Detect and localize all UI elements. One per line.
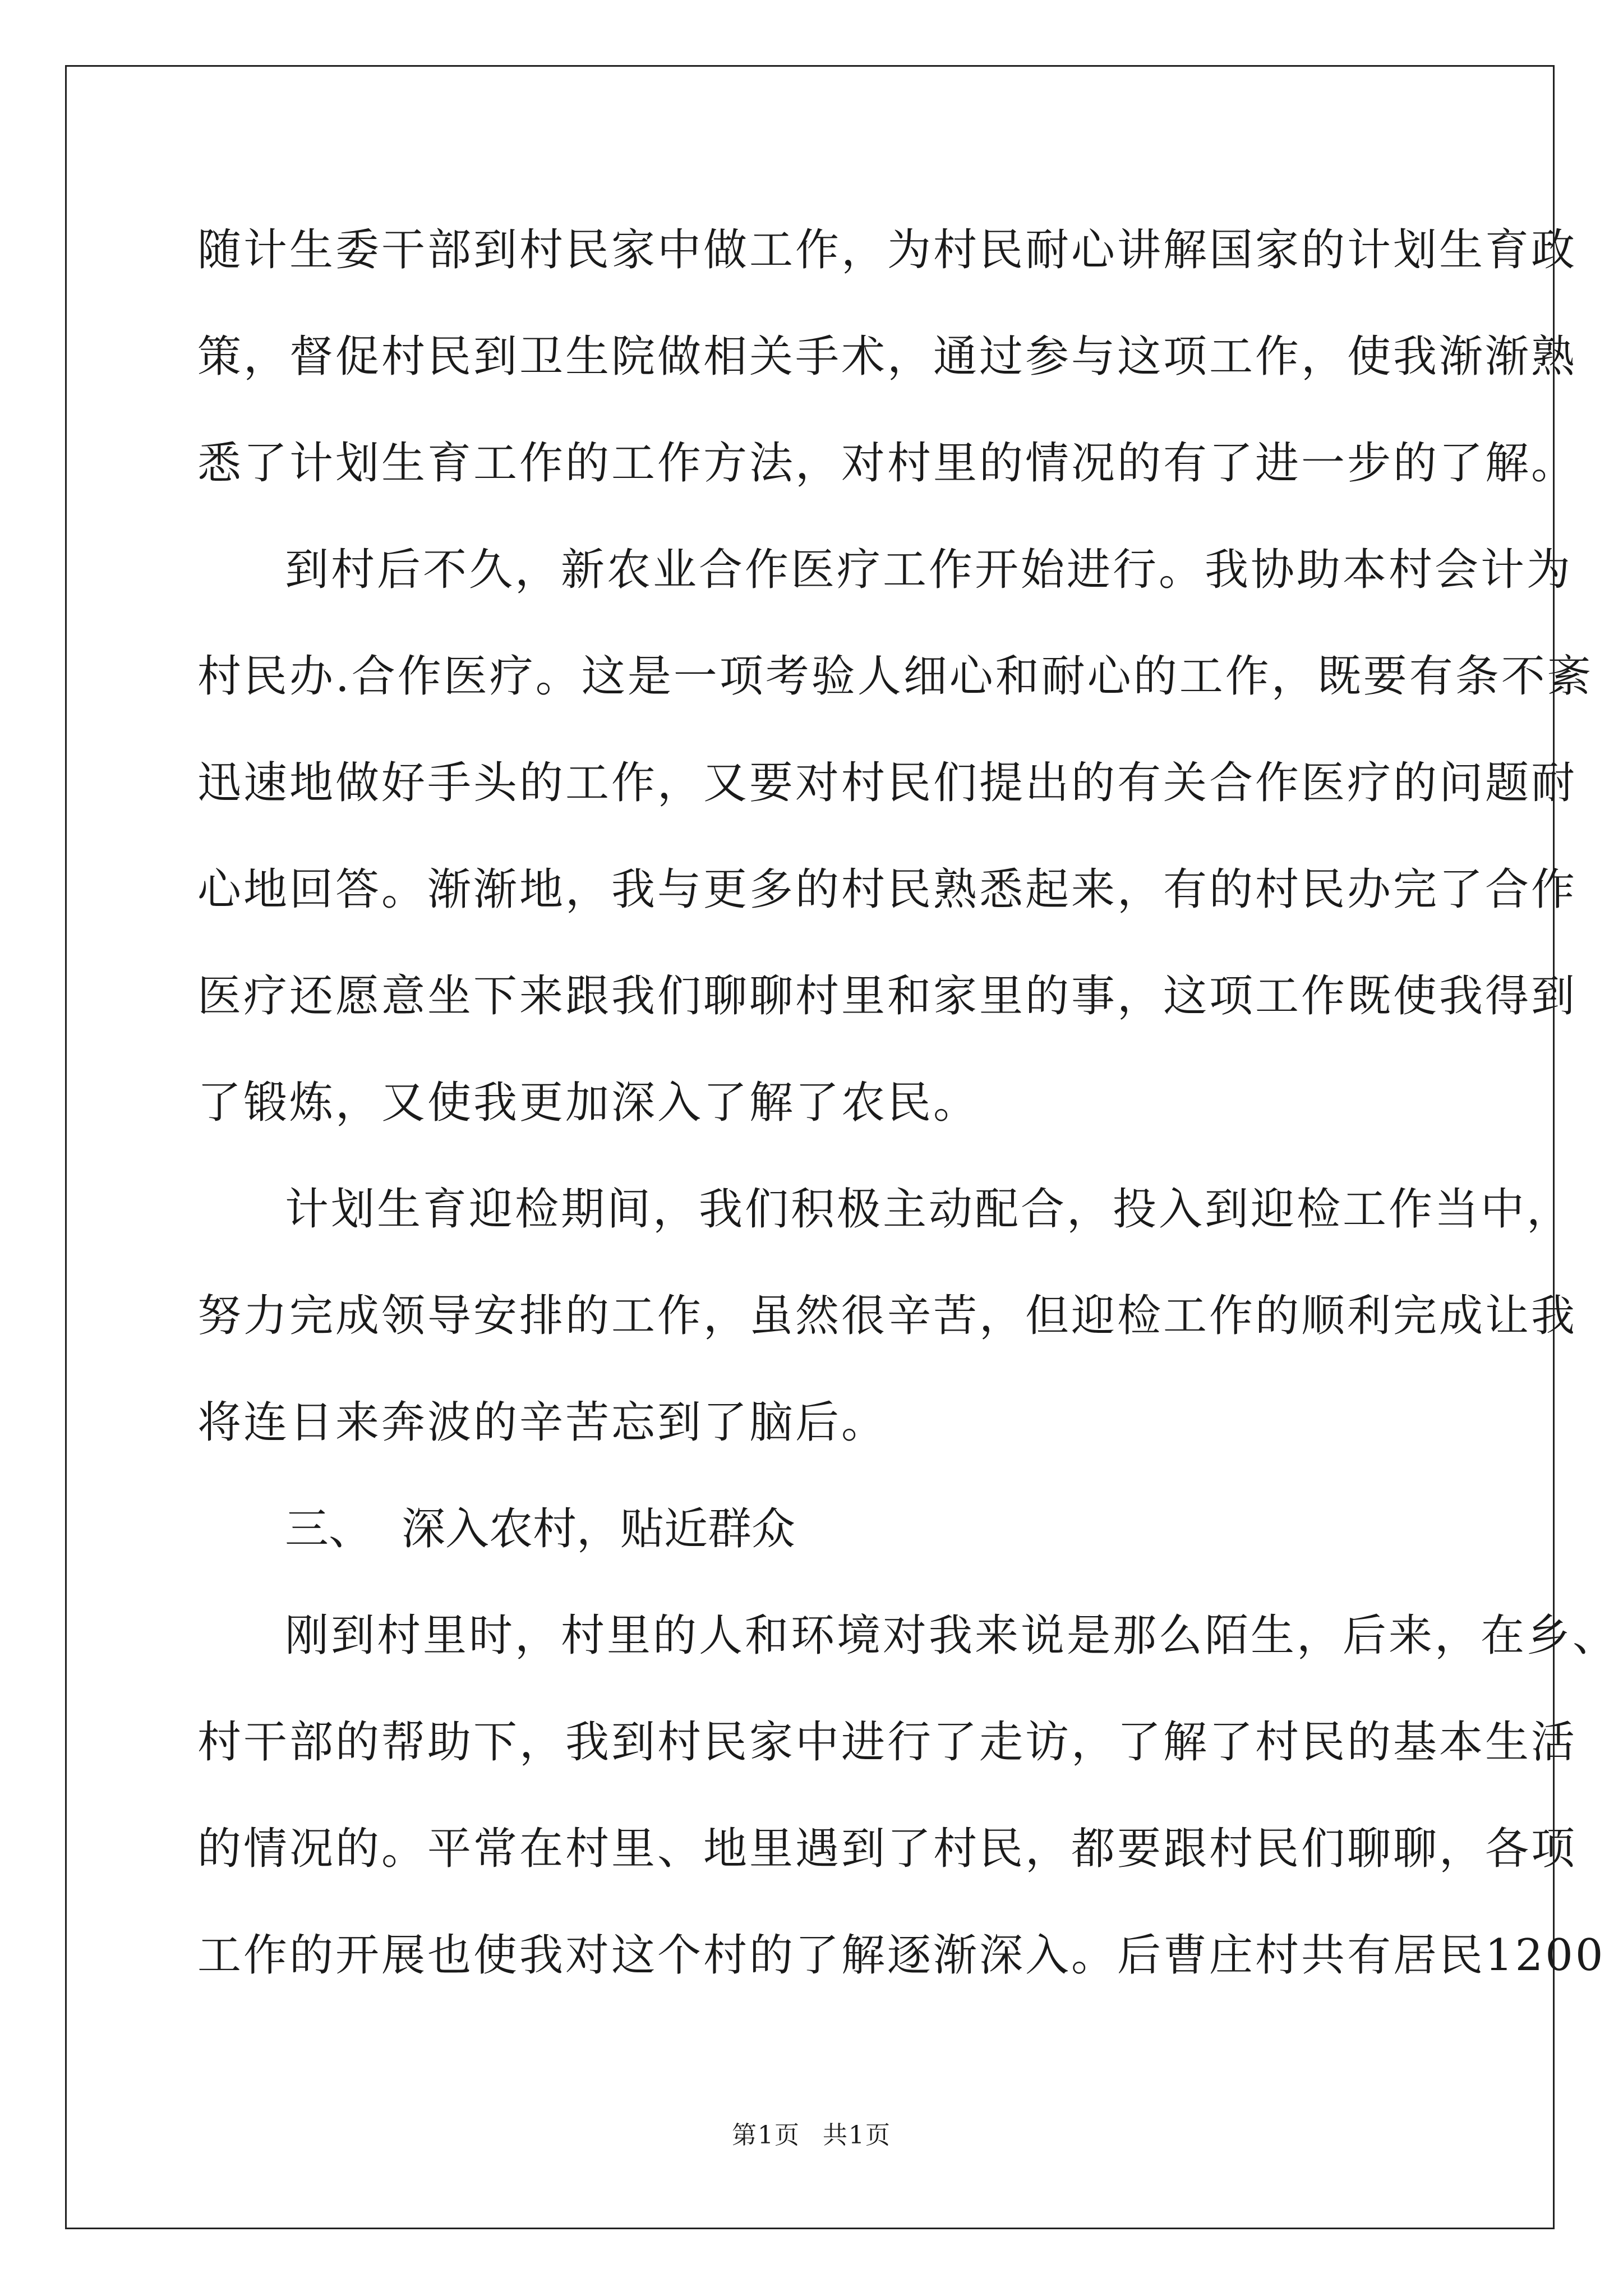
- page-number-total: 共1页: [823, 2121, 891, 2150]
- text-line: 悉了计划生育工作的工作方法，对村里的情况的有了进一步的了解。: [197, 438, 1578, 489]
- text-line: 策，督促村民到卫生院做相关手术，通过参与这项工作，使我渐渐熟: [197, 332, 1578, 382]
- text-line: 医疗还愿意坐下来跟我们聊聊村里和家里的事，这项工作既使我得到: [197, 971, 1578, 1022]
- text-line: 将连日来奔波的辛苦忘到了脑后。: [197, 1397, 888, 1448]
- paragraph-start-line: 到村后不久，新农业合作医疗工作开始进行。我协助本村会计为: [285, 545, 1573, 595]
- text-line: 心地回答。渐渐地，我与更多的村民熟悉起来，有的村民办完了合作: [197, 864, 1578, 915]
- text-line: 村民办.合作医疗。这是一项考验人细心和耐心的工作，既要有条不紊: [197, 651, 1593, 702]
- paragraph-start-line: 刚到村里时，村里的人和环境对我来说是那么陌生，后来，在乡、: [285, 1611, 1619, 1661]
- text-line: 迅速地做好手头的工作，又要对村民们提出的有关合作医疗的问题耐: [197, 758, 1578, 808]
- text-line: 了锻炼，又使我更加深入了解了农民。: [197, 1078, 980, 1128]
- section-number: 三、: [285, 1504, 373, 1554]
- page-footer: [0, 2115, 1623, 2151]
- text-line: 努力完成领导安排的工作，虽然很辛苦，但迎检工作的顺利完成让我: [197, 1291, 1578, 1341]
- document-body: [197, 219, 1619, 2031]
- section-heading: [197, 1498, 1431, 1604]
- text-line: 的情况的。平常在村里、地里遇到了村民，都要跟村民们聊聊，各项: [197, 1824, 1578, 1874]
- paragraph-start-line: 计划生育迎检期间，我们积极主动配合，投入到迎检工作当中，: [285, 1184, 1573, 1235]
- page-number-current: 第1页: [732, 2121, 800, 2150]
- text-line: 村干部的帮助下，我到村民家中进行了走访，了解了村民的基本生活: [197, 1717, 1578, 1768]
- text-line: 随计生委干部到村民家中做工作，为村民耐心讲解国家的计划生育政: [197, 225, 1578, 275]
- text-line: 工作的开展也使我对这个村的了解逐渐深入。后曹庄村共有居民1200: [197, 1930, 1606, 1981]
- section-title: 深入农村，贴近群众: [402, 1504, 796, 1554]
